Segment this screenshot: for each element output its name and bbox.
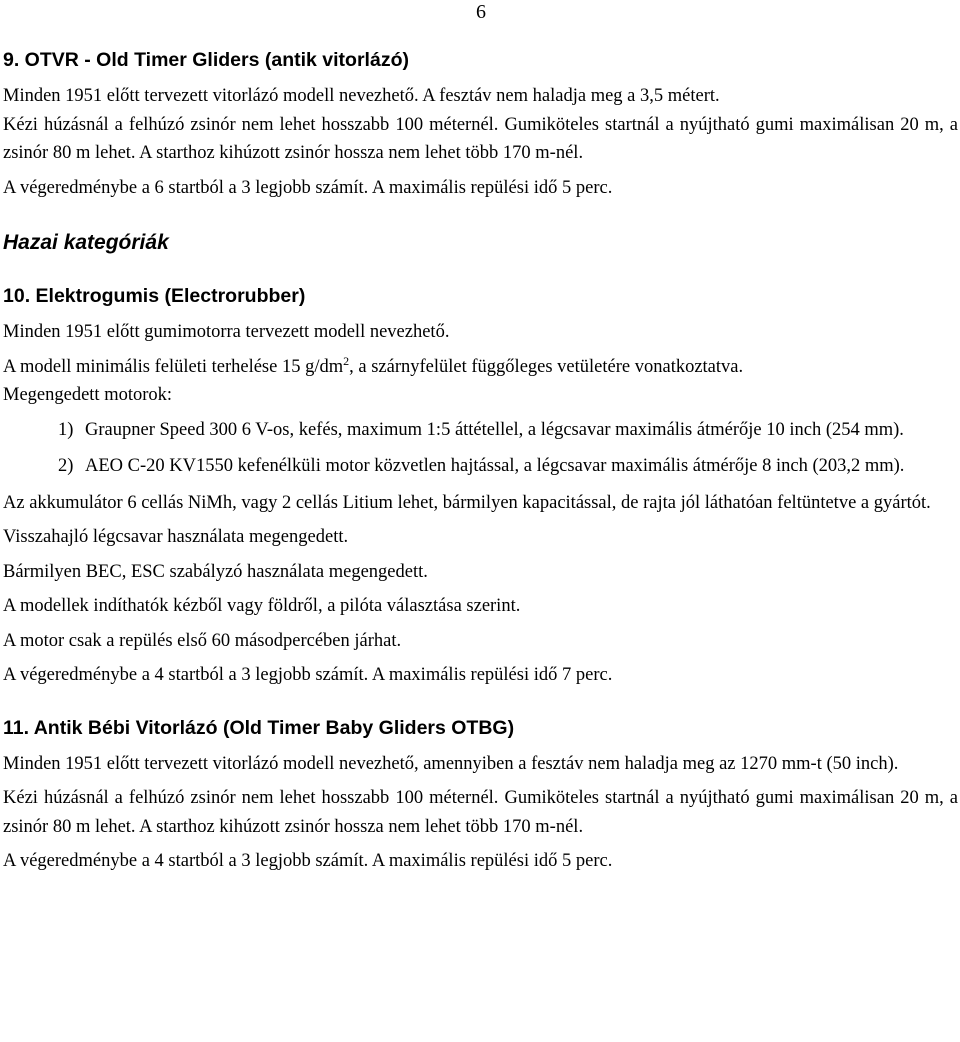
- electro-wing-loading-suffix: , a szárnyfelület függőleges vetületére vonatkoztatva.: [349, 356, 744, 377]
- list-item-text: Graupner Speed 300 6 V-os, kefés, maximum 1:5 áttétellel, a légcsavar maximális átmérője 10 inch (254 mm).: [85, 419, 904, 440]
- electro-motors-heading: Megengedett motorok:: [3, 385, 173, 405]
- otvr-paragraph-scoring: A végeredménybe a 6 startból a 3 legjobb számít. A maximális repülési idő 5 perc.: [3, 177, 613, 198]
- list-item-number: 2): [58, 456, 74, 476]
- category-title: Hazai kategóriák: [3, 231, 169, 254]
- otvr-paragraph-eligibility: Minden 1951 előtt tervezett vitorlázó modell nevezhető. A fesztáv nem haladja meg a 3,5 métert.: [3, 86, 720, 106]
- otvr-paragraph-towline: Kézi húzásnál a felhúzó zsinór nem lehet hosszabb 100 méternél. Gumiköteles startnál a nyújtható gumi maximálisan 20 m, a zsinór 80 m lehet. A starthoz kihúzott zsinór hossza nem lehet több 170 m-nél.: [3, 114, 958, 163]
- electro-paragraph-scoring: A végeredménybe a 4 startból a 3 legjobb számít. A maximális repülési idő 7 perc.: [3, 665, 613, 685]
- list-item-text: AEO C-20 KV1550 kefenélküli motor közvetlen hajtással, a légcsavar maximális átmérője 8 inch (203,2 mm).: [85, 456, 905, 476]
- section-otvr: [3, 46, 958, 202]
- electro-paragraph-battery: Az akkumulátor 6 cellás NiMh, vagy 2 cellás Litium lehet, bármilyen kapacitással, de rajta jól láthatóan feltüntetve a gyártót.: [3, 492, 931, 513]
- otbg-paragraph-eligibility: Minden 1951 előtt tervezett vitorlázó modell nevezhető, amennyiben a fesztáv nem haladja meg az 1270 mm-t (50 inch).: [3, 753, 899, 774]
- electro-paragraph-launch: A modellek indíthatók kézből vagy földről, a pilóta választása szerint.: [3, 596, 521, 616]
- electro-paragraph-wing-loading: [3, 353, 958, 382]
- otbg-paragraph-towline: Kézi húzásnál a felhúzó zsinór nem lehet hosszabb 100 méternél. Gumiköteles startnál a nyújtható gumi maximálisan 20 m, a zsinór 80 m lehet. A starthoz kihúzott zsinór hossza nem lehet több 170 m-nél.: [3, 788, 958, 837]
- section-electrorubber-title: 10. Elektrogumis (Electrorubber): [3, 285, 306, 307]
- list-item: [3, 416, 958, 445]
- section-otbg-title: 11. Antik Bébi Vitorlázó (Old Timer Baby Gliders OTBG): [3, 716, 515, 739]
- section-electrorubber: [3, 282, 958, 690]
- electro-paragraph-esc: Bármilyen BEC, ESC szabályzó használata megengedett.: [3, 561, 428, 582]
- otbg-paragraph-scoring: A végeredménybe a 4 startból a 3 legjobb számít. A maximális repülési idő 5 perc.: [3, 851, 613, 871]
- allowed-motors-list: [3, 416, 958, 481]
- electro-paragraph-motor-run: A motor csak a repülés első 60 másodpercében járhat.: [3, 630, 402, 651]
- list-item-number: 1): [58, 419, 74, 440]
- electro-paragraph-eligibility: Minden 1951 előtt gumimotorra tervezett modell nevezhető.: [3, 322, 450, 342]
- electro-paragraph-propeller: Visszahajló légcsavar használata megengedett.: [3, 527, 349, 547]
- page-number: 6: [476, 1, 486, 23]
- section-otvr-title: 9. OTVR - Old Timer Gliders (antik vitorlázó): [3, 49, 409, 71]
- electro-wing-loading-text: A modell minimális felületi terhelése 15 g/dm: [3, 356, 344, 377]
- page-content: [3, 46, 958, 876]
- section-otbg: [3, 714, 958, 876]
- list-item: [3, 452, 958, 481]
- electro-wing-loading-exponent: 2: [343, 353, 350, 368]
